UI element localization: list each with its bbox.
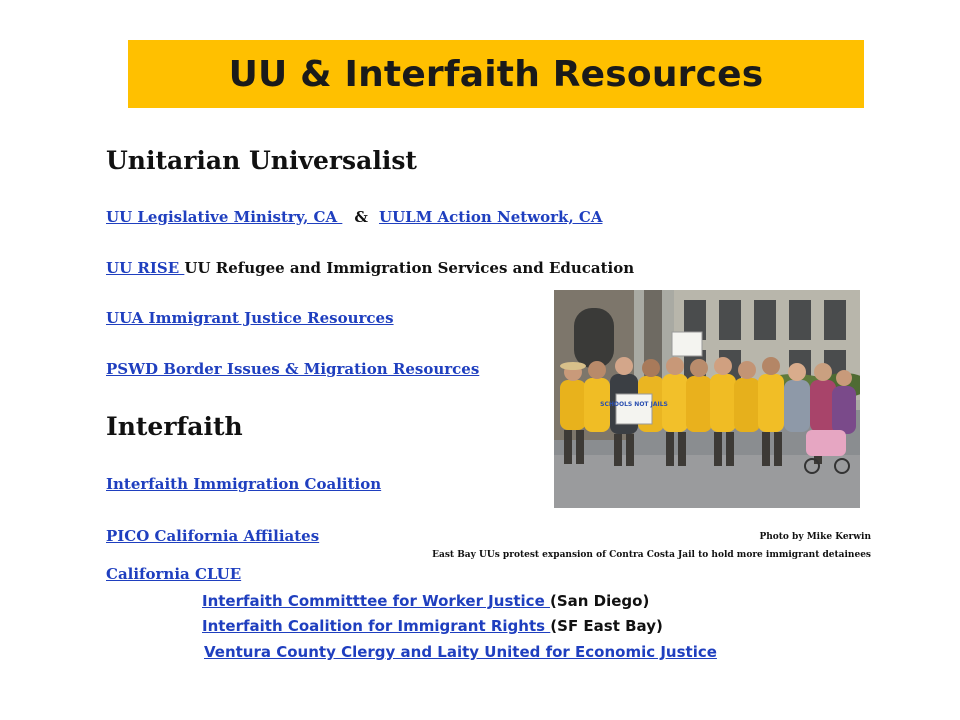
pico-california-link[interactable]: PICO California Affiliates	[106, 527, 320, 545]
worker-justice-link[interactable]: Interfaith Committtee for Worker Justice	[202, 592, 550, 610]
sub-item-immigrant-rights	[202, 616, 663, 635]
section-heading-uu: Unitarian Universalist	[106, 146, 417, 175]
sign-text: SCHOOLS NOT JAILS	[600, 401, 668, 408]
uu-rise-description: UU Refugee and Immigration Services and Education	[184, 259, 635, 277]
uulm-action-network-link[interactable]: UULM Action Network, CA	[378, 208, 603, 226]
sub-item-ventura-county	[204, 642, 717, 661]
protest-photo-illustration	[554, 290, 860, 508]
photo-caption: East Bay UUs protest expansion of Contra Costa Jail to hold more immigrant detainees	[432, 550, 871, 560]
immigrant-rights-note: (SF East Bay)	[550, 617, 663, 635]
protest-photo	[554, 290, 860, 508]
california-clue-link[interactable]: California CLUE	[106, 565, 242, 583]
ampersand-text: &	[354, 208, 368, 226]
uu-rise-link[interactable]: UU RISE	[106, 259, 185, 277]
pswd-border-issues-link[interactable]: PSWD Border Issues & Migration Resources	[106, 360, 480, 378]
uu-legislative-row	[106, 207, 602, 226]
section-heading-interfaith: Interfaith	[106, 412, 243, 441]
uu-rise-row	[106, 258, 634, 277]
title-banner	[128, 40, 864, 108]
uu-legislative-ministry-link[interactable]: UU Legislative Ministry, CA	[106, 208, 343, 226]
page-title: UU & Interfaith Resources	[228, 53, 764, 95]
photo-credit: Photo by Mike Kerwin	[759, 532, 871, 542]
immigrant-rights-link[interactable]: Interfaith Coalition for Immigrant Rights	[202, 617, 551, 635]
sub-item-worker-justice	[202, 591, 649, 610]
interfaith-immigration-coalition-link[interactable]: Interfaith Immigration Coalition	[106, 475, 382, 493]
uua-immigrant-justice-link[interactable]: UUA Immigrant Justice Resources	[106, 309, 394, 327]
ventura-county-link[interactable]: Ventura County Clergy and Laity United for Economic Justice	[204, 643, 717, 661]
worker-justice-note: (San Diego)	[549, 592, 650, 610]
